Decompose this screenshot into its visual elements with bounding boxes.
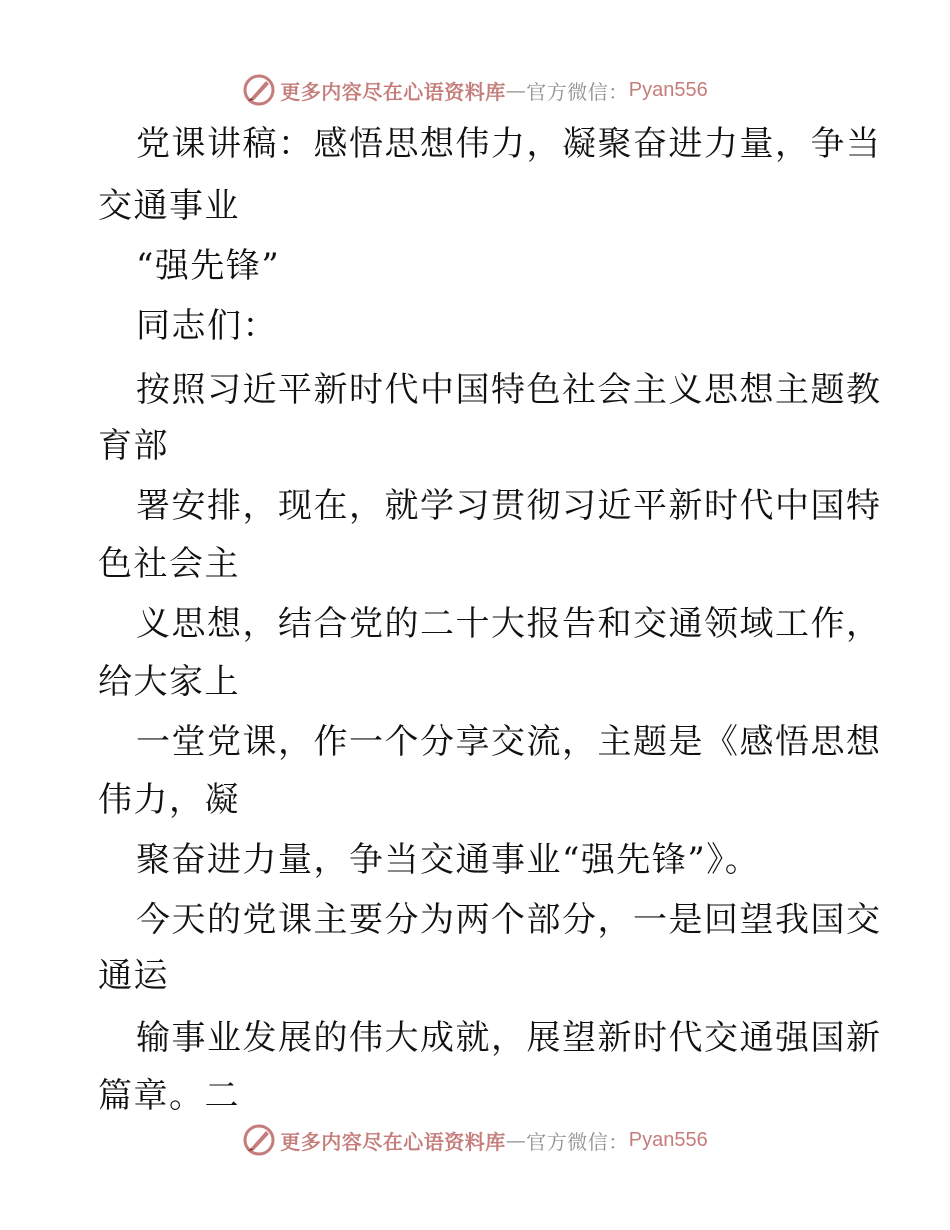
doc-line: 篇章。二: [98, 1076, 240, 1116]
banner-separator: —: [505, 78, 527, 102]
header-banner: [0, 68, 950, 112]
doc-line: 署安排，现在，就学习贯彻习近平新时代中国特: [136, 486, 882, 526]
doc-line: 一堂党课，作一个分享交流，主题是《感悟思想: [136, 722, 882, 762]
doc-line: 党课讲稿：感悟思想伟力，凝聚奋进力量，争当: [136, 124, 882, 164]
doc-line: 育部: [98, 426, 169, 466]
banner-wechat-label: 官方微信：: [526, 79, 629, 104]
banner-separator: —: [505, 1128, 527, 1152]
quill-seal-icon: [242, 1123, 276, 1157]
doc-line: 同志们：: [136, 306, 278, 346]
doc-line: 按照习近平新时代中国特色社会主义思想主题教: [136, 370, 882, 410]
doc-line: 今天的党课主要分为两个部分，一是回望我国交: [136, 900, 882, 940]
banner-wechat-id: Pyan556: [628, 78, 708, 101]
quill-seal-icon: [242, 73, 276, 107]
doc-line: 通运: [98, 956, 169, 996]
doc-line: 色社会主: [98, 544, 240, 584]
doc-line: 聚奋进力量，争当交通事业“强先锋”》。: [136, 840, 761, 880]
banner-wechat-id: Pyan556: [628, 1128, 708, 1151]
doc-line: 输事业发展的伟大成就，展望新时代交通强国新: [136, 1018, 882, 1058]
doc-line: 义思想，结合党的二十大报告和交通领域工作，: [136, 604, 882, 644]
doc-line: 给大家上: [98, 662, 240, 702]
doc-line: 交通事业: [98, 186, 240, 226]
footer-banner: [0, 1118, 950, 1162]
banner-title: 更多内容尽在心语资料库: [280, 1129, 506, 1154]
doc-line: 伟力，凝: [98, 780, 240, 820]
banner-title: 更多内容尽在心语资料库: [280, 79, 506, 104]
doc-line: “强先锋”: [136, 246, 281, 286]
banner-wechat-label: 官方微信：: [526, 1129, 629, 1154]
